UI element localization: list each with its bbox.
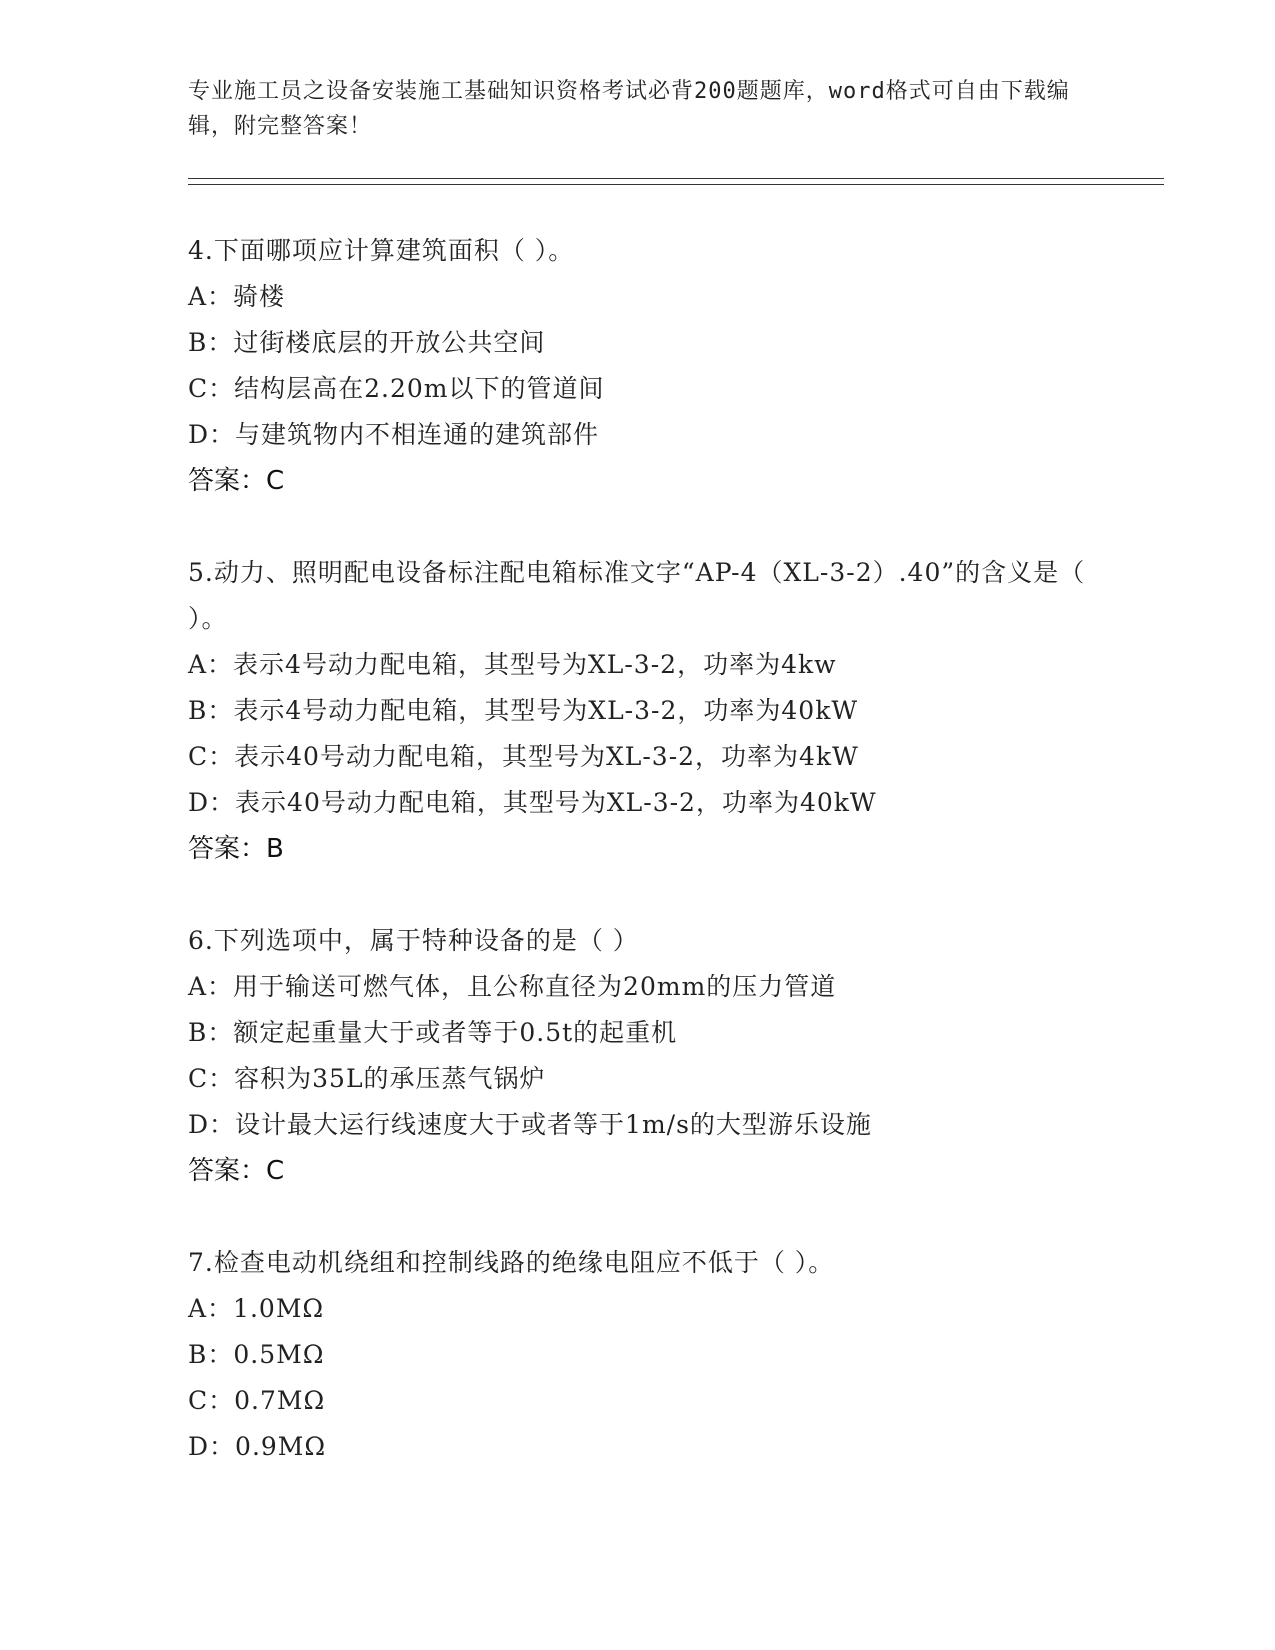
- option-a: A：表示4号动力配电箱，其型号为XL-3-2，功率为4kw: [188, 650, 837, 679]
- option-b: B：表示4号动力配电箱，其型号为XL-3-2，功率为40kW: [188, 696, 859, 725]
- option-a: A：骑楼: [188, 282, 286, 311]
- option-b: B：过街楼底层的开放公共空间: [188, 328, 546, 357]
- question-6: [188, 918, 1108, 1194]
- option-c: C：0.7MΩ: [188, 1386, 326, 1415]
- answer: 答案：B: [188, 834, 284, 864]
- option-a: A：用于输送可燃气体，且公称直径为20mm的压力管道: [188, 972, 837, 1001]
- option-a: A：1.0MΩ: [188, 1294, 325, 1323]
- answer: 答案：C: [188, 1156, 285, 1186]
- option-d: D：表示40号动力配电箱，其型号为XL-3-2，功率为40kW: [188, 788, 877, 817]
- option-b: B：额定起重量大于或者等于0.5t的起重机: [188, 1018, 678, 1047]
- question-5: [188, 550, 1108, 872]
- option-c: C：结构层高在2.20m以下的管道间: [188, 374, 605, 403]
- question-4: [188, 228, 1108, 504]
- option-d: D：与建筑物内不相连通的建筑部件: [188, 420, 600, 449]
- question-stem: 5.动力、照明配电设备标注配电箱标准文字“AP-4（XL-3-2）.40”的含义是（ ）。: [188, 558, 1086, 633]
- header-title: 专业施工员之设备安装施工基础知识资格考试必背200题题库，word格式可自由下载编辑，附完整答案！: [188, 79, 1070, 139]
- question-stem: 4.下面哪项应计算建筑面积（ ）。: [188, 236, 575, 265]
- option-c: C：容积为35L的承压蒸气锅炉: [188, 1064, 546, 1093]
- question-stem: 7.检查电动机绕组和控制线路的绝缘电阻应不低于（ ）。: [188, 1248, 835, 1277]
- option-c: C：表示40号动力配电箱，其型号为XL-3-2，功率为4kW: [188, 742, 859, 771]
- header-divider: [188, 178, 1164, 185]
- question-7: [188, 1240, 1108, 1470]
- option-d: D：0.9MΩ: [188, 1432, 327, 1461]
- option-b: B：0.5MΩ: [188, 1340, 325, 1369]
- question-stem: 6.下列选项中，属于特种设备的是（ ）: [188, 926, 639, 955]
- document-header: [188, 74, 1088, 144]
- answer: 答案：C: [188, 466, 285, 496]
- option-d: D：设计最大运行线速度大于或者等于1m/s的大型游乐设施: [188, 1110, 872, 1139]
- question-list: [188, 228, 1108, 1516]
